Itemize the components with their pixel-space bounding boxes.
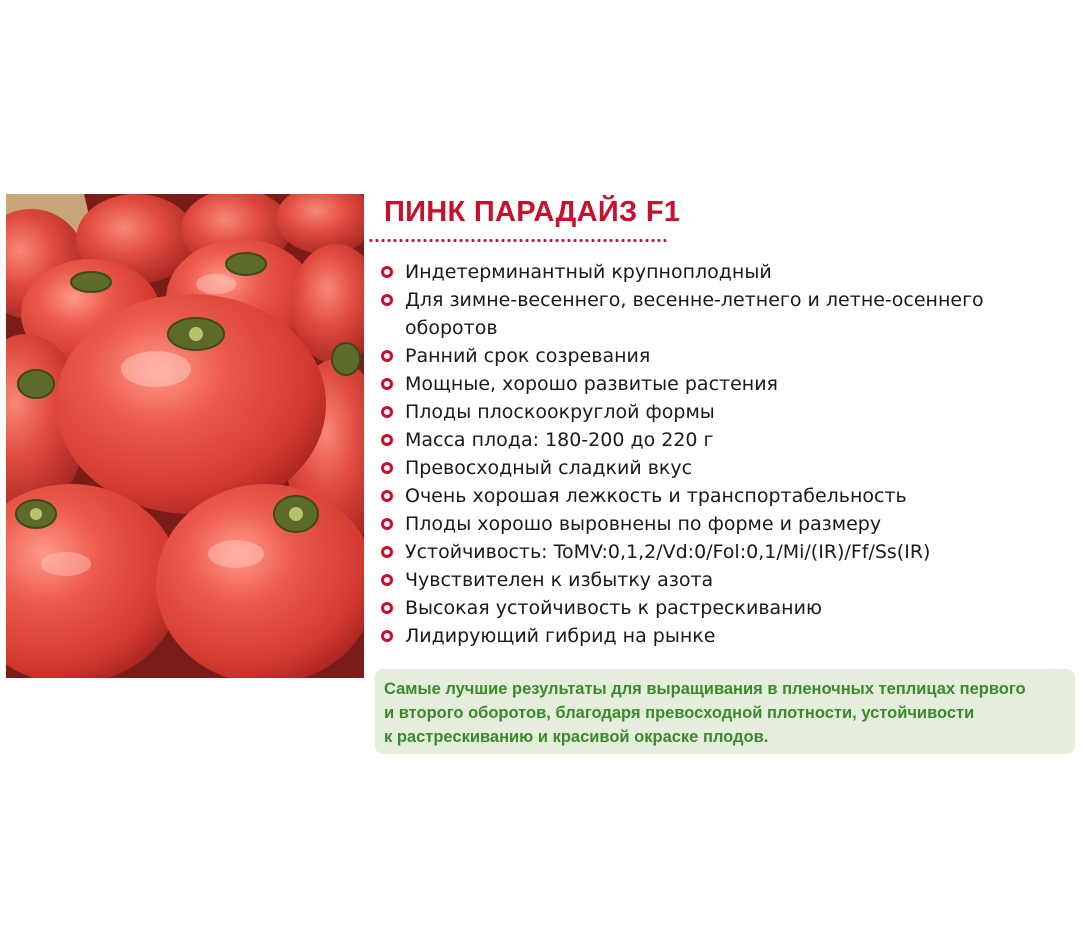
list-item <box>381 370 1041 398</box>
dotted-divider <box>368 238 668 243</box>
recommendation-note <box>375 669 1075 754</box>
bullet-ring-icon <box>381 602 393 614</box>
bullet-ring-icon <box>381 490 393 502</box>
list-item <box>381 594 1041 622</box>
feature-text: Ранний срок созревания <box>405 345 651 367</box>
list-item <box>381 566 1041 594</box>
list-item <box>381 342 1041 370</box>
feature-text: Лидирующий гибрид на рынке <box>405 625 716 647</box>
product-title: ПИНК ПАРАДАЙЗ F1 <box>384 196 681 228</box>
bullet-ring-icon <box>381 294 393 306</box>
feature-list <box>381 258 1041 650</box>
list-item <box>381 510 1041 538</box>
bullet-ring-icon <box>381 462 393 474</box>
note-line: Самые лучшие результаты для выращивания в пленочных теплицах первого <box>384 680 1026 698</box>
bullet-ring-icon <box>381 378 393 390</box>
list-item <box>381 258 1041 286</box>
note-line: к растрескиванию и красивой окраске плодов. <box>384 728 769 746</box>
feature-text: Очень хорошая лежкость и транспортабельность <box>405 485 907 507</box>
bullet-ring-icon <box>381 518 393 530</box>
list-item <box>381 482 1041 510</box>
tomato-photo <box>6 194 364 678</box>
feature-text-continued: оборотов <box>405 317 498 339</box>
bullet-ring-icon <box>381 350 393 362</box>
list-item <box>381 454 1041 482</box>
feature-text: Превосходный сладкий вкус <box>405 457 693 479</box>
feature-text: Плоды хорошо выровнены по форме и размеру <box>405 513 882 535</box>
feature-text: Высокая устойчивость к растрескиванию <box>405 597 822 619</box>
list-item <box>381 398 1041 426</box>
feature-text: Масса плода: 180-200 до 220 г <box>405 429 714 451</box>
list-item <box>381 426 1041 454</box>
feature-text: Чувствителен к избытку азота <box>405 569 714 591</box>
feature-text: Индетерминантный крупноплодный <box>405 261 772 283</box>
list-item <box>381 622 1041 650</box>
bullet-ring-icon <box>381 434 393 446</box>
note-line: и второго оборотов, благодаря превосходной плотности, устойчивости <box>384 704 975 722</box>
list-item <box>381 286 1041 342</box>
bullet-ring-icon <box>381 406 393 418</box>
tomato-illustration <box>6 194 364 678</box>
feature-text: Мощные, хорошо развитые растения <box>405 373 778 395</box>
feature-text: Устойчивость: ToMV:0,1,2/Vd:0/Fol:0,1/Mi/(IR)/Ff/Ss(IR) <box>405 541 931 563</box>
list-item <box>381 538 1041 566</box>
bullet-ring-icon <box>381 574 393 586</box>
bullet-ring-icon <box>381 630 393 642</box>
feature-text: Плоды плоскоокруглой формы <box>405 401 715 423</box>
feature-text: Для зимне-весеннего, весенне-летнего и летне-осеннего <box>405 289 984 311</box>
bullet-ring-icon <box>381 546 393 558</box>
bullet-ring-icon <box>381 266 393 278</box>
